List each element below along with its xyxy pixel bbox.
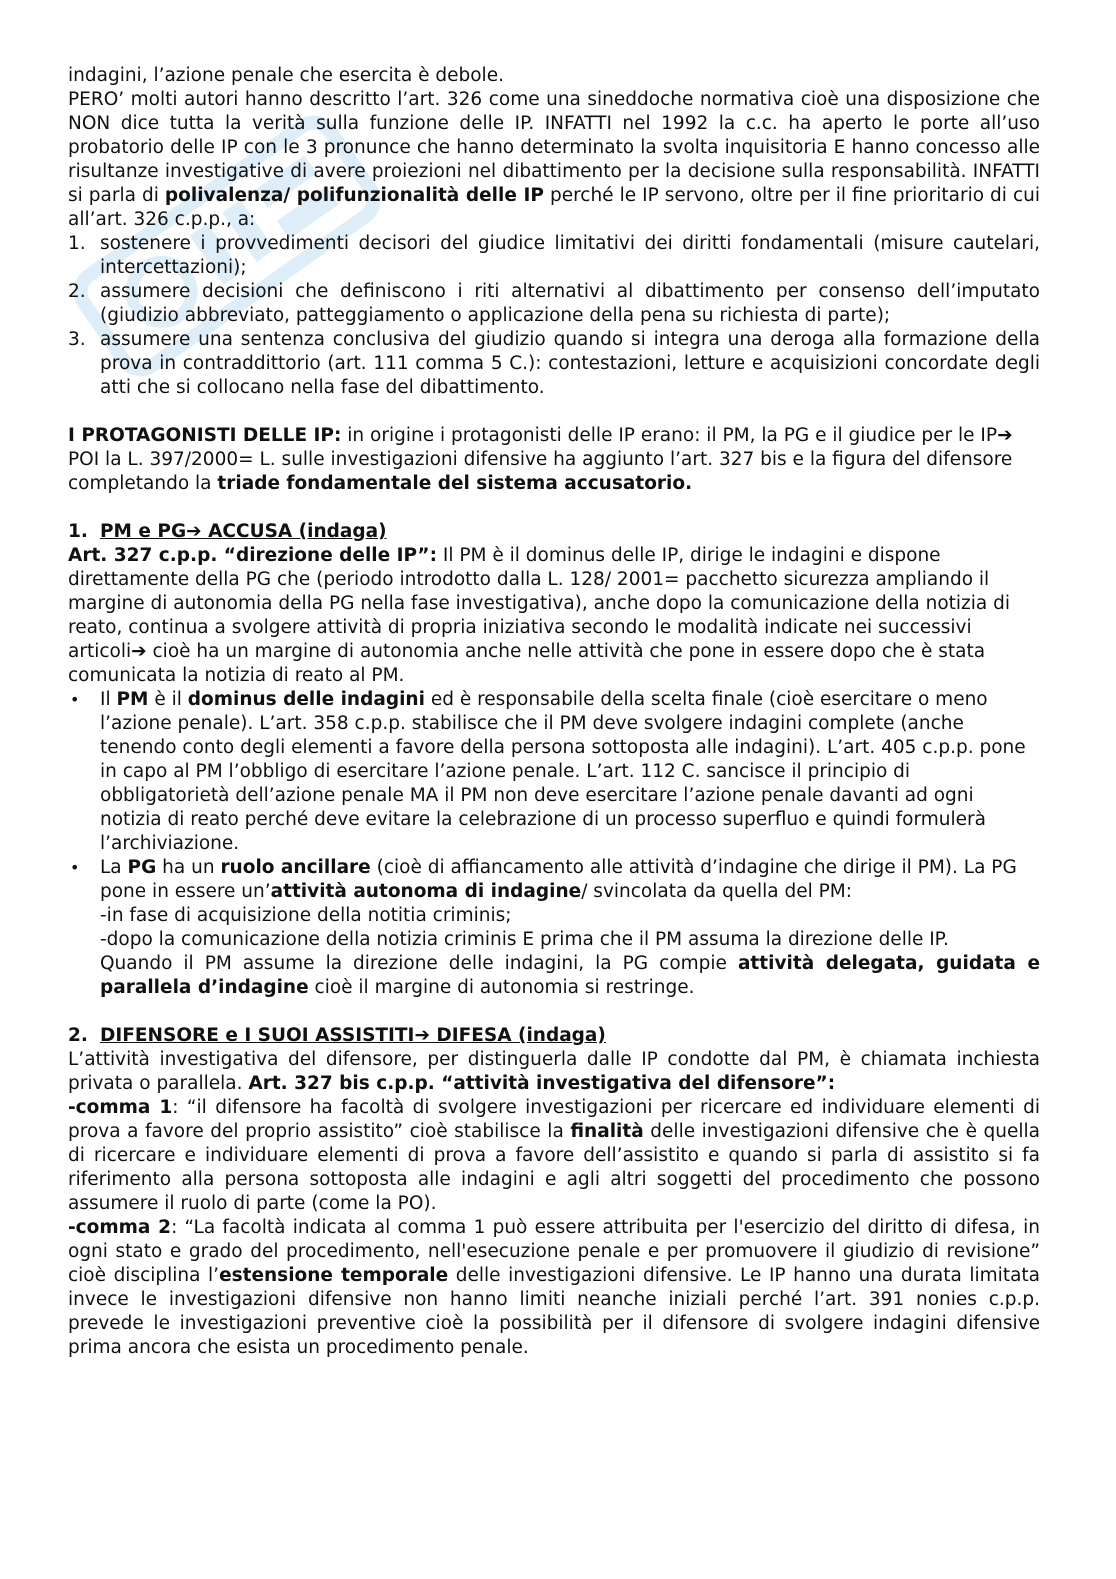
arrow-icon: ➔	[997, 425, 1013, 446]
list-item: 3. assumere una sentenza conclusiva del giudizio quando si integra una deroga alla formazione della prova in contraddittorio (art. 111 comma 5 C.): contestazioni, letture e acquisizioni concordate degli atti che si collocano nella fase del dibattimento.	[68, 329, 1040, 398]
section-1-heading: 1. PM e PG➔ ACCUSA (indaga)	[68, 521, 387, 542]
bullet-icon: •	[70, 690, 80, 709]
bullet-pg: • La PG ha un ruolo ancillare (cioè di affiancamento alle attività d’indagine che dirige il PM). La PG pone in essere un’attività autonoma di indagine/ svincolata da quella del PM: -in fase di acquisizione della notitia criminis; -dopo la comunicazione della notizia criminis E prima che il PM assuma la direzione delle IP. Quando il PM assume la direzione delle indagini, la PG compie attività delegata, guidata e parallela d’indagine cioè il margine di autonomia si restringe.	[70, 857, 1040, 998]
pg-line-1: -in fase di acquisizione della notitia criminis;	[100, 905, 512, 926]
intro-paragraph: PERO’ molti autori hanno descritto l’art. 326 come una sineddoche normativa cioè una disposizione che NON dice tutta la verità sulla funzione delle IP. INFATTI nel 1992 la c.c. ha aperto le porte all’uso probatorio delle IP con le 3 pronunce che hanno determinato la svolta inquisitoria E hanno concesso alle risultanze investigative di avere proiezioni nel dibattimento per la decisione sulla responsabilità. INFATTI si parla di polivalenza/ polifunzionalità delle IP perché le IP servono, oltre per il fine prioritario di cui all’art. 326 c.p.p., a:	[68, 89, 1041, 230]
uses-list	[68, 232, 1040, 400]
protagonisti-paragraph: I PROTAGONISTI DELLE IP: in origine i protagonisti delle IP erano: il PM, la PG e il giudice per le IP➔ POI la L. 397/2000= L. sulle investigazioni difensive ha aggiunto l’art. 327 bis e la figura del difensore completando la triade fondamentale del sistema accusatorio.	[68, 425, 1013, 494]
arrow-icon: ➔	[131, 641, 147, 662]
art-327-paragraph: Art. 327 c.p.p. “direzione delle IP”: Il PM è il dominus delle IP, dirige le indagini e dispone direttamente della PG che (periodo introdotto dalla L. 128/ 2001= pacchetto sicurezza ampliando il margine di autonomia della PG nella fase investigativa), anche dopo la comunicazione della notizia di reato, continua a svolgere attività di propria iniziativa secondo le modalità indicate nei successivi articoli➔ cioè ha un margine di autonomia anche nelle attività che pone in essere dopo che è stata comunicata la notizia di reato al PM.	[68, 545, 1011, 686]
pm-pg-bullets	[68, 688, 1040, 1000]
difensore-paragraph: L’attività investigativa del difensore, per distinguerla dalle IP condotte dal PM, è chiamata inchiesta privata o parallela. Art. 327 bis c.p.p. “attività investigativa del difensore”:	[68, 1049, 1040, 1094]
intro-line: indagini, l’azione penale che esercita è debole.	[68, 65, 504, 86]
pg-line-2: -dopo la comunicazione della notizia criminis E prima che il PM assuma la direzione delle IP.	[100, 929, 949, 950]
pg-delegated: Quando il PM assume la direzione delle indagini, la PG compie attività delegata, guidata e parallela d’indagine cioè il margine di autonomia si restringe.	[100, 953, 1040, 998]
bullet-icon: •	[70, 858, 80, 877]
comma-2-paragraph: -comma 2: “La facoltà indicata al comma 1 può essere attribuita per l'esercizio del diritto di difesa, in ogni stato e grado del procedimento, nell'esecuzione penale e per promuovere il giudizio di revisione” cioè disciplina l’estensione temporale delle investigazioni difensive. Le IP hanno una durata limitata invece le investigazioni difensive non hanno limiti neanche iniziali perché l’art. 391 nonies c.p.p. prevede le investigazioni preventive cioè la possibilità per il difensore di svolgere indagini difensive prima ancora che esista un procedimento penale.	[68, 1217, 1040, 1358]
arrow-icon: ➔	[414, 1025, 430, 1046]
arrow-icon: ➔	[186, 521, 202, 542]
document-page	[68, 64, 1040, 1360]
bullet-pm: • Il PM è il dominus delle indagini ed è responsabile della scelta finale (cioè esercitare o meno l’azione penale). L’art. 358 c.p.p. stabilisce che il PM deve svolgere indagini complete (anche tenendo conto degli elementi a favore della persona sottoposta alle indagini). L’art. 405 c.p.p. pone in capo al PM l’obbligo di esercitare l’azione penale. L’art. 112 C. sancisce il principio di obbligatorietà dell’azione penale MA il PM non deve esercitare l’azione penale davanti ad ogni notizia di reato perché deve evitare la celebrazione di un processo superfluo e quindi formulerà l’archiviazione.	[70, 689, 1026, 854]
list-item: 2. assumere decisioni che definiscono i riti alternativi al dibattimento per consenso dell’imputato (giudizio abbreviato, patteggiamento o applicazione della pena su richiesta di parte);	[68, 281, 1040, 326]
comma-1-paragraph: -comma 1: “il difensore ha facoltà di svolgere investigazioni per ricercare ed individuare elementi di prova a favore del proprio assistito” cioè stabilisce la finalità delle investigazioni difensive che è quella di ricercare e individuare elementi di prova a favore dell’assistito e quando si parla di assistito si fa riferimento alla persona sottoposta alle indagini e agli altri soggetti del procedimento che possono assumere il ruolo di parte (come la PO).	[68, 1097, 1040, 1214]
section-2-heading: 2. DIFENSORE e I SUOI ASSISTITI➔ DIFESA (indaga)	[68, 1025, 606, 1046]
list-item: 1. sostenere i provvedimenti decisori del giudice limitativi dei diritti fondamentali (misure cautelari, intercettazioni);	[68, 233, 1040, 278]
